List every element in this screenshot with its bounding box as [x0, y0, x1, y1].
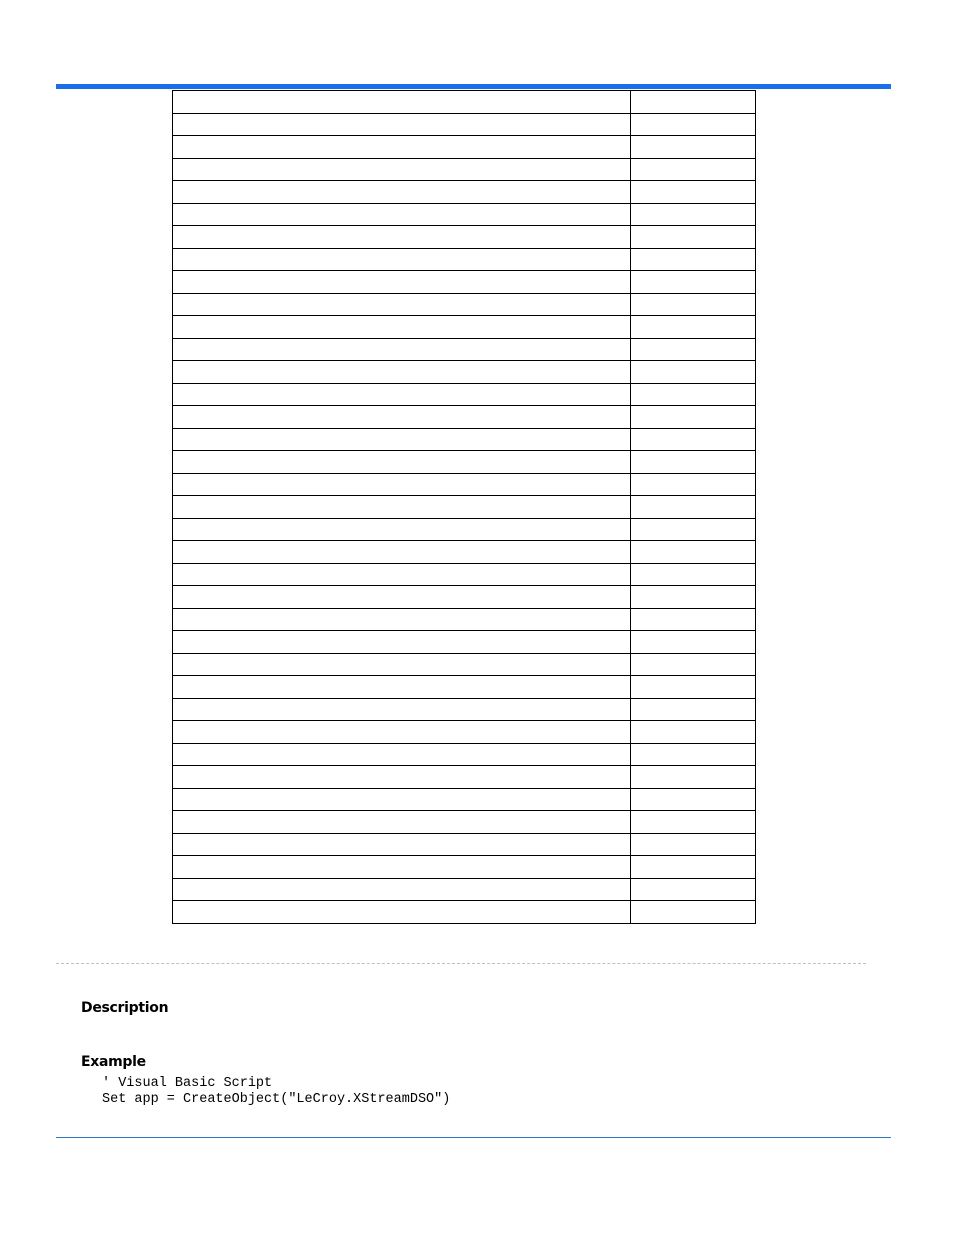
table-cell-value	[631, 338, 756, 361]
table-cell-value	[631, 653, 756, 676]
table-cell-value	[631, 901, 756, 924]
table-cell-name	[173, 451, 631, 474]
table-row	[173, 586, 756, 609]
table-cell-name	[173, 113, 631, 136]
table-cell-name	[173, 473, 631, 496]
table-cell-value	[631, 451, 756, 474]
table-cell-value	[631, 383, 756, 406]
table-cell-name	[173, 181, 631, 204]
table-cell-name	[173, 496, 631, 519]
table-cell-value	[631, 248, 756, 271]
table-row	[173, 91, 756, 114]
table-cell-value	[631, 406, 756, 429]
table-row	[173, 136, 756, 159]
table-cell-value	[631, 811, 756, 834]
table-cell-value	[631, 698, 756, 721]
table-row	[173, 721, 756, 744]
table-cell-value	[631, 721, 756, 744]
table-row	[173, 563, 756, 586]
table-cell-name	[173, 653, 631, 676]
table-body	[173, 91, 756, 924]
table-cell-name	[173, 203, 631, 226]
table-cell-value	[631, 136, 756, 159]
example-code-block	[102, 1076, 450, 1108]
table-row	[173, 698, 756, 721]
table-cell-value	[631, 563, 756, 586]
table-cell-value	[631, 428, 756, 451]
table-cell-value	[631, 473, 756, 496]
table-cell-value	[631, 856, 756, 879]
table-cell-value	[631, 833, 756, 856]
table-cell-name	[173, 271, 631, 294]
table-row	[173, 631, 756, 654]
table-cell-name	[173, 698, 631, 721]
table-cell-name	[173, 518, 631, 541]
table-cell-name	[173, 226, 631, 249]
section-divider	[56, 963, 866, 964]
table-cell-value	[631, 586, 756, 609]
table-cell-name	[173, 428, 631, 451]
table-cell-name	[173, 136, 631, 159]
table-row	[173, 473, 756, 496]
empty-data-table	[172, 90, 756, 924]
table-row	[173, 338, 756, 361]
table-cell-value	[631, 271, 756, 294]
table-cell-name	[173, 676, 631, 699]
example-heading: Example	[81, 1054, 146, 1070]
table-row	[173, 451, 756, 474]
table-cell-name	[173, 316, 631, 339]
table-row	[173, 406, 756, 429]
table-cell-value	[631, 158, 756, 181]
table-row	[173, 743, 756, 766]
table-cell-name	[173, 541, 631, 564]
table-cell-value	[631, 676, 756, 699]
table-row	[173, 361, 756, 384]
code-line: ' Visual Basic Script	[102, 1076, 273, 1091]
table-row	[173, 788, 756, 811]
table-row	[173, 226, 756, 249]
table-row	[173, 158, 756, 181]
table-cell-name	[173, 158, 631, 181]
table-row	[173, 316, 756, 339]
table-cell-name	[173, 721, 631, 744]
table-row	[173, 608, 756, 631]
table-cell-name	[173, 743, 631, 766]
table-cell-value	[631, 878, 756, 901]
table-row	[173, 676, 756, 699]
table-cell-value	[631, 766, 756, 789]
table-cell-value	[631, 631, 756, 654]
table-cell-value	[631, 541, 756, 564]
table-cell-value	[631, 181, 756, 204]
table-cell-name	[173, 248, 631, 271]
table-cell-name	[173, 833, 631, 856]
table-row	[173, 833, 756, 856]
table-cell-value	[631, 226, 756, 249]
table-cell-name	[173, 586, 631, 609]
description-heading: Description	[81, 1000, 169, 1016]
table-cell-name	[173, 338, 631, 361]
table-cell-name	[173, 608, 631, 631]
table-row	[173, 181, 756, 204]
table-cell-value	[631, 496, 756, 519]
table-cell-name	[173, 856, 631, 879]
table-row	[173, 766, 756, 789]
footer-rule	[56, 1137, 891, 1138]
table-cell-name	[173, 293, 631, 316]
table-row	[173, 248, 756, 271]
table-row	[173, 293, 756, 316]
table-cell-value	[631, 91, 756, 114]
table-row	[173, 541, 756, 564]
table-cell-value	[631, 788, 756, 811]
table-cell-name	[173, 878, 631, 901]
table-cell-value	[631, 203, 756, 226]
table-row	[173, 811, 756, 834]
table-cell-value	[631, 361, 756, 384]
table-cell-name	[173, 406, 631, 429]
table-row	[173, 383, 756, 406]
table-row	[173, 496, 756, 519]
table-row	[173, 901, 756, 924]
table-cell-name	[173, 563, 631, 586]
table-cell-name	[173, 901, 631, 924]
table-row	[173, 878, 756, 901]
table-cell-value	[631, 316, 756, 339]
table-row	[173, 203, 756, 226]
table-cell-value	[631, 293, 756, 316]
code-line: Set app = CreateObject("LeCroy.XStreamDSO")	[102, 1092, 451, 1107]
top-header-rule	[56, 84, 891, 89]
table-row	[173, 271, 756, 294]
table-cell-value	[631, 743, 756, 766]
table-row	[173, 518, 756, 541]
table-row	[173, 113, 756, 136]
table-cell-value	[631, 608, 756, 631]
table-cell-name	[173, 91, 631, 114]
table-row	[173, 428, 756, 451]
table-row	[173, 856, 756, 879]
table-cell-name	[173, 361, 631, 384]
table-cell-name	[173, 788, 631, 811]
table-cell-name	[173, 811, 631, 834]
table-cell-name	[173, 766, 631, 789]
table-row	[173, 653, 756, 676]
table-cell-value	[631, 113, 756, 136]
table-cell-name	[173, 383, 631, 406]
table-cell-value	[631, 518, 756, 541]
table-cell-name	[173, 631, 631, 654]
